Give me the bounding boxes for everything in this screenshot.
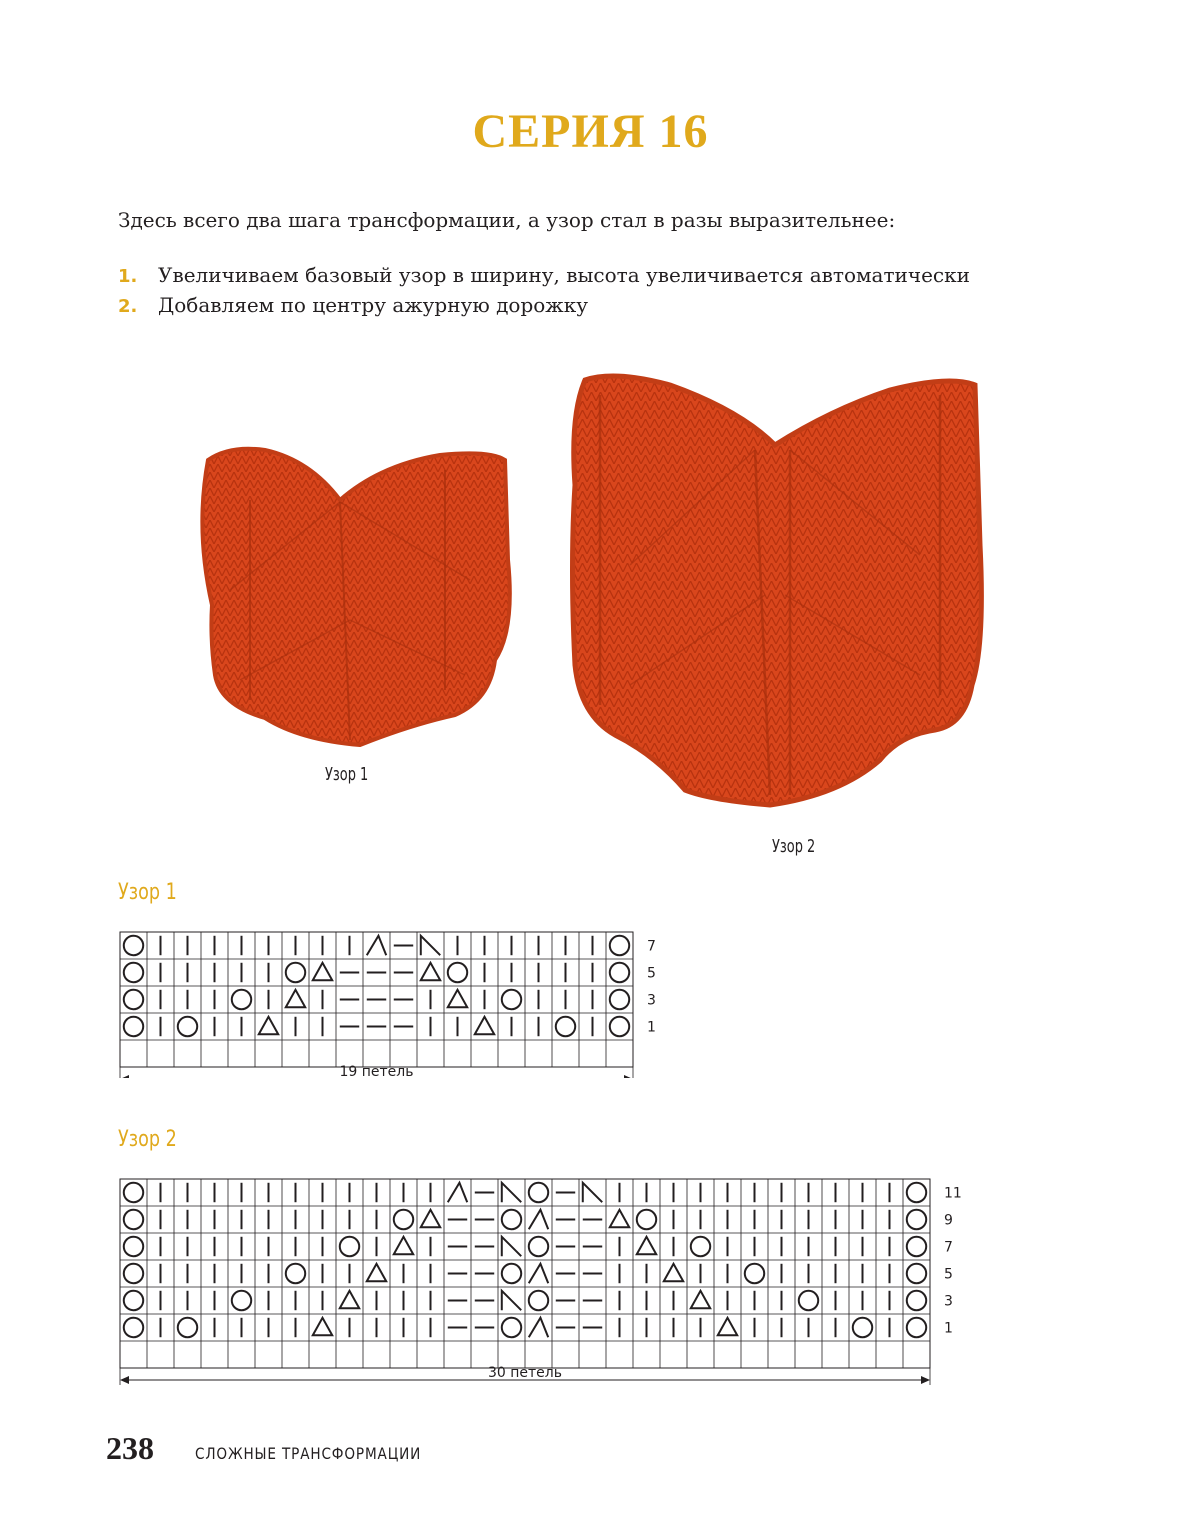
left-decrease-symbol xyxy=(529,1318,548,1337)
row-number: 3 xyxy=(647,992,656,1009)
arrow-right-icon xyxy=(624,1075,633,1078)
step-1-text: Увеличиваем базовый узор в ширину, высота увеличивается автоматически xyxy=(158,263,970,287)
left-decrease-symbol xyxy=(367,936,386,955)
pattern-1-chart-svg xyxy=(110,928,670,1078)
intro-text: Здесь всего два шага трансформации, а узор стал в разы выразительнее: xyxy=(118,208,896,232)
yarn-over-symbol xyxy=(286,1264,305,1283)
swatch-1-shape xyxy=(202,449,509,745)
pattern-2-title: Узор 2 xyxy=(118,1127,177,1152)
left-decrease-symbol xyxy=(529,1264,548,1283)
right-decrease-symbol xyxy=(421,936,440,955)
decrease-triangle-symbol xyxy=(259,1017,278,1034)
yarn-over-symbol xyxy=(907,1237,926,1256)
yarn-over-symbol xyxy=(178,1318,197,1337)
yarn-over-symbol xyxy=(556,1017,575,1036)
right-decrease-symbol xyxy=(502,1237,521,1256)
width-label: 30 петель xyxy=(488,1365,562,1381)
arrow-left-icon xyxy=(120,1075,129,1078)
right-decrease-symbol xyxy=(502,1183,521,1202)
decrease-triangle-symbol xyxy=(718,1318,737,1335)
decrease-triangle-symbol xyxy=(691,1291,710,1308)
yarn-over-symbol xyxy=(745,1264,764,1283)
yarn-over-symbol xyxy=(610,963,629,982)
pattern-1-chart xyxy=(110,928,670,1078)
yarn-over-symbol xyxy=(124,1210,143,1229)
right-decrease-symbol xyxy=(502,1291,521,1310)
row-number: 5 xyxy=(647,965,656,982)
step-1-number: 1. xyxy=(118,266,138,287)
decrease-triangle-symbol xyxy=(313,963,332,980)
yarn-over-symbol xyxy=(529,1291,548,1310)
section-name: СЛОЖНЫЕ ТРАНСФОРМАЦИИ xyxy=(195,1444,422,1463)
yarn-over-symbol xyxy=(610,936,629,955)
decrease-triangle-symbol xyxy=(610,1210,629,1227)
row-number: 7 xyxy=(647,938,656,955)
row-number: 1 xyxy=(647,1019,656,1036)
yarn-over-symbol xyxy=(502,1210,521,1229)
yarn-over-symbol xyxy=(907,1318,926,1337)
swatch-2-shape xyxy=(573,376,982,805)
yarn-over-symbol xyxy=(502,1318,521,1337)
yarn-over-symbol xyxy=(529,1183,548,1202)
yarn-over-symbol xyxy=(907,1210,926,1229)
swatch-1-caption: Узор 1 xyxy=(325,764,369,785)
yarn-over-symbol xyxy=(124,1291,143,1310)
swatch-2-photo xyxy=(560,365,1000,815)
step-2-text: Добавляем по центру ажурную дорожку xyxy=(158,293,588,317)
yarn-over-symbol xyxy=(637,1210,656,1229)
yarn-over-symbol xyxy=(610,1017,629,1036)
page-title: СЕРИЯ 16 xyxy=(472,105,709,158)
arrow-left-icon xyxy=(120,1376,129,1384)
yarn-over-symbol xyxy=(124,1264,143,1283)
yarn-over-symbol xyxy=(124,963,143,982)
pattern-2-chart-svg xyxy=(110,1175,990,1385)
decrease-triangle-symbol xyxy=(394,1237,413,1254)
yarn-over-symbol xyxy=(232,1291,251,1310)
width-label: 19 петель xyxy=(339,1064,414,1078)
row-number: 1 xyxy=(944,1320,953,1337)
page-number: 238 xyxy=(106,1430,154,1466)
yarn-over-symbol xyxy=(124,936,143,955)
decrease-triangle-symbol xyxy=(367,1264,386,1281)
yarn-over-symbol xyxy=(448,963,467,982)
yarn-over-symbol xyxy=(502,990,521,1009)
row-number: 7 xyxy=(944,1239,953,1256)
swatch-1-photo xyxy=(190,440,530,750)
row-number: 11 xyxy=(944,1185,962,1202)
yarn-over-symbol xyxy=(340,1237,359,1256)
yarn-over-symbol xyxy=(502,1264,521,1283)
decrease-triangle-symbol xyxy=(637,1237,656,1254)
row-number: 5 xyxy=(944,1266,953,1283)
pattern-2-chart xyxy=(110,1175,990,1385)
yarn-over-symbol xyxy=(286,963,305,982)
left-decrease-symbol xyxy=(448,1183,467,1202)
yarn-over-symbol xyxy=(232,990,251,1009)
decrease-triangle-symbol xyxy=(664,1264,683,1281)
row-number: 3 xyxy=(944,1293,953,1310)
yarn-over-symbol xyxy=(124,1183,143,1202)
yarn-over-symbol xyxy=(529,1237,548,1256)
step-2-number: 2. xyxy=(118,296,138,317)
yarn-over-symbol xyxy=(124,990,143,1009)
yarn-over-symbol xyxy=(124,1017,143,1036)
swatch-2-caption: Узор 2 xyxy=(772,836,816,857)
decrease-triangle-symbol xyxy=(313,1318,332,1335)
decrease-triangle-symbol xyxy=(286,990,305,1007)
decrease-triangle-symbol xyxy=(421,1210,440,1227)
left-decrease-symbol xyxy=(529,1210,548,1229)
yarn-over-symbol xyxy=(124,1237,143,1256)
yarn-over-symbol xyxy=(907,1264,926,1283)
yarn-over-symbol xyxy=(394,1210,413,1229)
yarn-over-symbol xyxy=(853,1318,872,1337)
yarn-over-symbol xyxy=(178,1017,197,1036)
decrease-triangle-symbol xyxy=(340,1291,359,1308)
yarn-over-symbol xyxy=(907,1291,926,1310)
pattern-1-title: Узор 1 xyxy=(118,880,177,905)
yarn-over-symbol xyxy=(124,1318,143,1337)
arrow-right-icon xyxy=(921,1376,930,1384)
step-1 xyxy=(118,263,970,287)
yarn-over-symbol xyxy=(799,1291,818,1310)
row-number: 9 xyxy=(944,1212,953,1229)
yarn-over-symbol xyxy=(610,990,629,1009)
yarn-over-symbol xyxy=(907,1183,926,1202)
decrease-triangle-symbol xyxy=(475,1017,494,1034)
right-decrease-symbol xyxy=(583,1183,602,1202)
decrease-triangle-symbol xyxy=(448,990,467,1007)
yarn-over-symbol xyxy=(691,1237,710,1256)
decrease-triangle-symbol xyxy=(421,963,440,980)
step-2 xyxy=(118,293,588,317)
